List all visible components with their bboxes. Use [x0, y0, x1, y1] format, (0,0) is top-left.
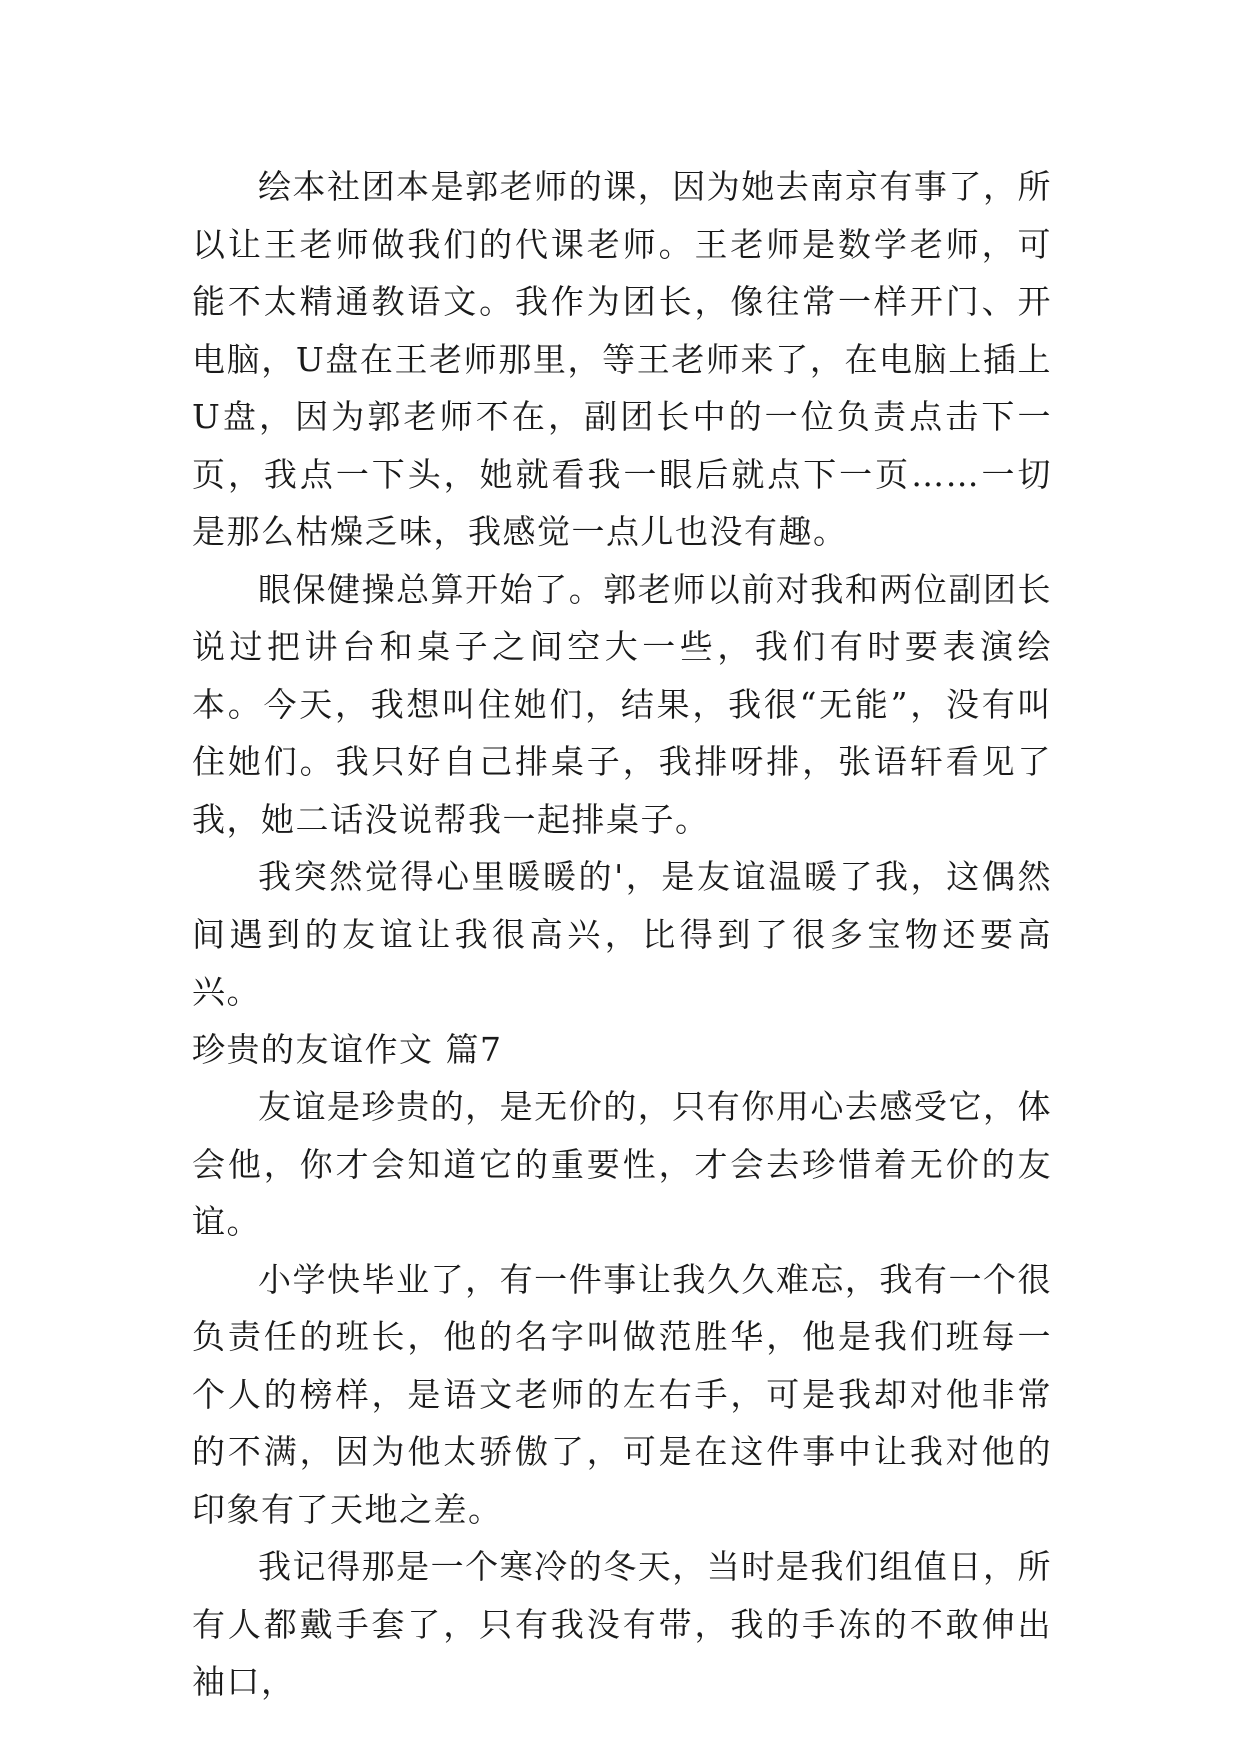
- section-heading: 珍贵的友谊作文 篇7: [192, 1029, 503, 1069]
- paragraph-picture-book-club: 绘本社团本是郭老师的课，因为她去南京有事了，所以让王老师做我们的代课老师。王老师是数学老师，可能不太精通教语文。我作为团长，像往常一样开门、开电脑，U盘在王老师那里，等王老师来了，在电脑上插上U盘，因为郭老师不在，副团长中的一位负责点击下一页，我点一下头，她就看我一眼后就点下一页……一切是那么枯燥乏味，我感觉一点儿也没有趣。: [192, 167, 1052, 551]
- paragraph-warm-friendship: 我突然觉得心里暖暖的'，是友谊温暖了我，这偶然间遇到的友谊让我很高兴，比得到了很多宝物还要高兴。: [192, 857, 1052, 1011]
- document-body: [192, 158, 1052, 1711]
- paragraph-friendship-precious: 友谊是珍贵的，是无价的，只有你用心去感受它，体会他，你才会知道它的重要性，才会去珍惜着无价的友谊。: [192, 1087, 1052, 1241]
- paragraph-eye-exercises: 眼保健操总算开始了。郭老师以前对我和两位副团长说过把讲台和桌子之间空大一些，我们有时要表演绘本。今天，我想叫住她们，结果，我很“无能”，没有叫住她们。我只好自己排桌子，我排呀排，张语轩看见了我，她二话没说帮我一起排桌子。: [192, 569, 1052, 839]
- paragraph-cold-winter: 我记得那是一个寒冷的冬天，当时是我们组值日，所有人都戴手套了，只有我没有带，我的手冻的不敢伸出袖口，: [192, 1547, 1052, 1701]
- paragraph-class-monitor: 小学快毕业了，有一件事让我久久难忘，我有一个很负责任的班长，他的名字叫做范胜华，他是我们班每一个人的榜样，是语文老师的左右手，可是我却对他非常的不满，因为他太骄傲了，可是在这件事中让我对他的印象有了天地之差。: [192, 1259, 1052, 1529]
